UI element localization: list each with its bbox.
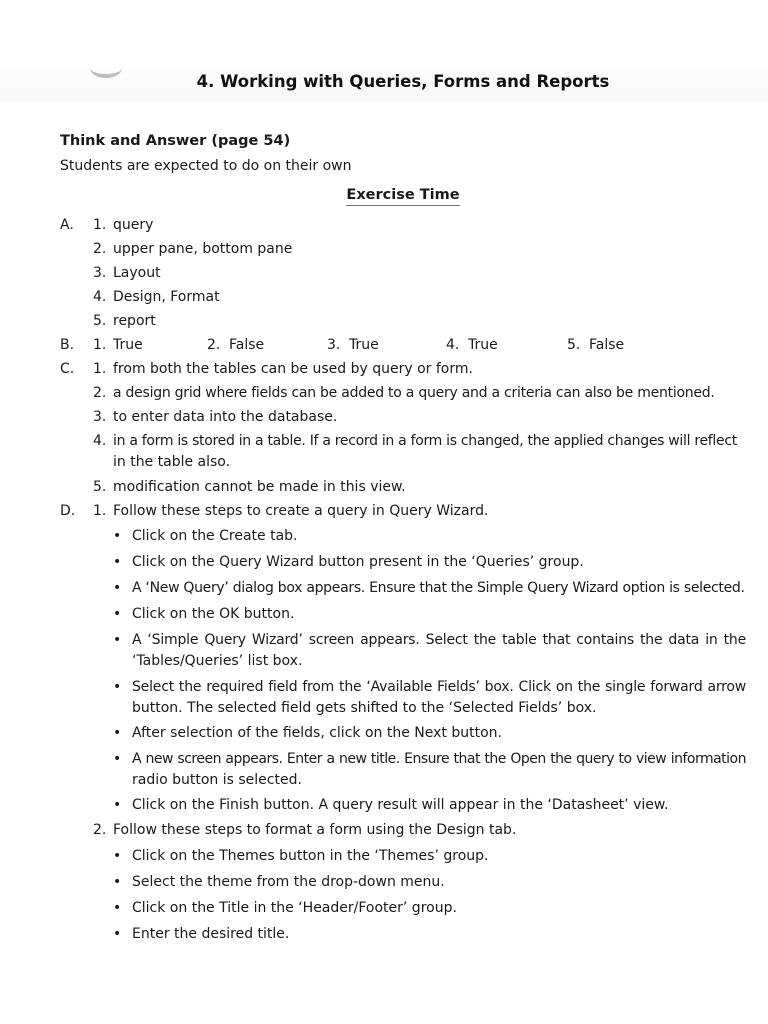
step-text: Select the required field from the ‘Available Fields’ box. Click on the single forward arrow	[132, 679, 746, 695]
section-d-num: 1.	[93, 503, 107, 519]
bullet-glyph: •	[113, 528, 122, 544]
section-a-answer: Layout	[113, 265, 161, 281]
exercise-heading: Exercise Time	[346, 186, 459, 206]
section-a-num: 1.	[93, 217, 107, 233]
bullet-glyph: •	[113, 797, 122, 813]
section-a-label: A.	[60, 217, 74, 233]
bullet-glyph: •	[113, 554, 122, 570]
section-a-num: 3.	[93, 265, 107, 281]
section-b-answer: False	[589, 337, 625, 353]
section-b-num: 3.	[327, 337, 341, 353]
section-c-num: 2.	[93, 385, 107, 401]
section-c-answer: modification cannot be made in this view.	[113, 479, 406, 495]
step-text: Click on the Create tab.	[132, 528, 298, 544]
step-text: Click on the Themes button in the ‘Themes’ group.	[132, 848, 489, 864]
bullet-glyph: •	[113, 632, 122, 648]
section-c-num: 1.	[93, 361, 107, 377]
section-b-answer: True	[113, 337, 143, 353]
bullet-glyph: •	[113, 751, 122, 767]
section-b-num: 5.	[567, 337, 581, 353]
section-b-answer: True	[349, 337, 379, 353]
section-c-label: C.	[60, 361, 75, 377]
section-a-answer: Design, Format	[113, 289, 220, 305]
step-text: Click on the Finish button. A query result will appear in the ‘Datasheet’ view.	[132, 797, 669, 813]
section-c-answer-cont: in the table also.	[113, 454, 231, 470]
step-text: Select the theme from the drop-down menu.	[132, 874, 445, 890]
step-text: Click on the Title in the ‘Header/Footer’ group.	[132, 900, 457, 916]
section-d-num: 2.	[93, 822, 107, 838]
step-text: After selection of the fields, click on the Next button.	[132, 725, 502, 741]
section-b-answer: True	[468, 337, 498, 353]
section-a-answer: query	[113, 217, 154, 233]
section-d-question: Follow these steps to format a form using the Design tab.	[113, 822, 517, 838]
bullet-glyph: •	[113, 580, 122, 596]
bullet-glyph: •	[113, 848, 122, 864]
section-b-label: B.	[60, 337, 75, 353]
section-a-num: 2.	[93, 241, 107, 257]
step-text: A ‘New Query’ dialog box appears. Ensure that the Simple Query Wizard option is selected.	[132, 580, 745, 596]
section-c-answer: in a form is stored in a table. If a record in a form is changed, the applied changes will reflect	[113, 433, 737, 449]
section-c-answer: to enter data into the database.	[113, 409, 338, 425]
section-c-num: 5.	[93, 479, 107, 495]
bullet-glyph: •	[113, 900, 122, 916]
step-text: A new screen appears. Enter a new title. Ensure that the Open the query to view information	[132, 751, 746, 767]
section-a-answer: report	[113, 313, 156, 329]
bullet-glyph: •	[113, 606, 122, 622]
section-b-num: 1.	[93, 337, 107, 353]
section-a-answer: upper pane, bottom pane	[113, 241, 293, 257]
bullet-glyph: •	[113, 679, 122, 695]
bullet-glyph: •	[113, 874, 122, 890]
section-a-num: 5.	[93, 313, 107, 329]
section-b-num: 4.	[446, 337, 460, 353]
section-c-answer: a design grid where fields can be added to a query and a criteria can also be mentioned.	[113, 385, 715, 401]
bullet-glyph: •	[113, 725, 122, 741]
section-c-answer: from both the tables can be used by query or form.	[113, 361, 473, 377]
step-text: Click on the OK button.	[132, 606, 295, 622]
step-text-cont: ‘Tables/Queries’ list box.	[132, 653, 303, 669]
section-b-num: 2.	[207, 337, 221, 353]
page-title: 4. Working with Queries, Forms and Reports	[196, 72, 610, 91]
step-text-cont: radio button is selected.	[132, 772, 302, 788]
think-answer-text: Students are expected to do on their own	[60, 158, 352, 174]
bullet-glyph: •	[113, 926, 122, 942]
section-d-question: Follow these steps to create a query in Query Wizard.	[113, 503, 489, 519]
step-text: Click on the Query Wizard button present in the ‘Queries’ group.	[132, 554, 584, 570]
step-text: Enter the desired title.	[132, 926, 290, 942]
section-a-num: 4.	[93, 289, 107, 305]
step-text: A ‘Simple Query Wizard’ screen appears. Select the table that contains the data in the	[132, 632, 746, 648]
section-c-num: 3.	[93, 409, 107, 425]
step-text-cont: button. The selected field gets shifted to the ‘Selected Fields’ box.	[132, 700, 597, 716]
section-b-answer: False	[229, 337, 265, 353]
section-c-num: 4.	[93, 433, 107, 449]
exercise-heading-wrap	[0, 186, 768, 206]
section-d-label: D.	[60, 503, 76, 519]
think-answer-heading: Think and Answer (page 54)	[60, 133, 291, 149]
